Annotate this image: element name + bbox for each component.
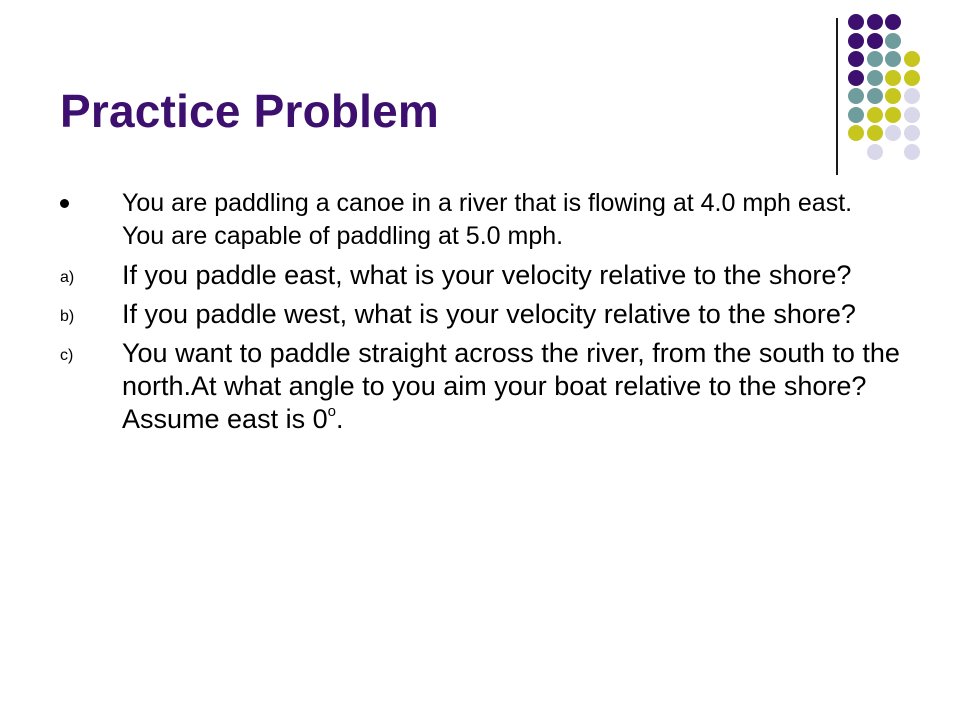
question-b — [60, 298, 900, 331]
decorative-dot-olive — [904, 51, 920, 67]
decorative-dot-lavender — [904, 144, 920, 160]
decorative-dot-olive — [848, 125, 864, 141]
question-a — [60, 259, 900, 292]
decorative-dot-grid — [848, 14, 958, 164]
decorative-dot-purple — [885, 14, 901, 30]
decorative-dot-purple — [848, 14, 864, 30]
decorative-dot-olive — [867, 125, 883, 141]
question-text: If you paddle east, what is your velocity relative to the shore? — [122, 260, 852, 290]
decorative-dot-olive — [885, 70, 901, 86]
vertical-divider-line — [836, 18, 838, 175]
decorative-dot-purple — [848, 33, 864, 49]
decorative-dot-lavender — [867, 144, 883, 160]
decorative-dot-teal — [885, 33, 901, 49]
decorative-dot-olive — [904, 70, 920, 86]
decorative-dot-teal — [848, 88, 864, 104]
bullet-dot-icon — [60, 199, 69, 208]
slide-title: Practice Problem — [60, 85, 440, 137]
decorative-dot-olive — [885, 88, 901, 104]
decorative-dot-purple — [848, 51, 864, 67]
question-marker: b) — [60, 308, 75, 325]
decorative-dot-teal — [867, 70, 883, 86]
intro-bullet — [60, 187, 900, 253]
decorative-dot-teal — [848, 107, 864, 123]
question-marker: c) — [60, 347, 74, 364]
decorative-dot-teal — [867, 88, 883, 104]
decorative-dot-lavender — [904, 88, 920, 104]
question-c — [60, 337, 900, 436]
question-text — [122, 337, 900, 436]
decorative-dot-lavender — [904, 107, 920, 123]
slide-body — [60, 187, 900, 436]
degree-superscript: o — [327, 403, 336, 420]
decorative-dot-lavender — [885, 125, 901, 141]
decorative-dot-teal — [885, 51, 901, 67]
question-c-body: You want to paddle straight across the river, from the south to the north.At what angle to you aim your boat relative to the shore? Assume east is 0 — [122, 338, 900, 434]
decorative-dot-purple — [867, 14, 883, 30]
intro-text: You are paddling a canoe in a river that is flowing at 4.0 mph east. You are capable of paddling at 5.0 mph. — [122, 189, 853, 250]
decorative-dot-purple — [848, 70, 864, 86]
decorative-dot-teal — [867, 51, 883, 67]
decorative-dot-purple — [867, 33, 883, 49]
decorative-dot-olive — [885, 107, 901, 123]
question-text: If you paddle west, what is your velocity relative to the shore? — [122, 299, 856, 329]
decorative-dot-olive — [867, 107, 883, 123]
question-marker: a) — [60, 269, 75, 286]
decorative-dot-lavender — [904, 125, 920, 141]
question-c-end: . — [335, 404, 344, 434]
